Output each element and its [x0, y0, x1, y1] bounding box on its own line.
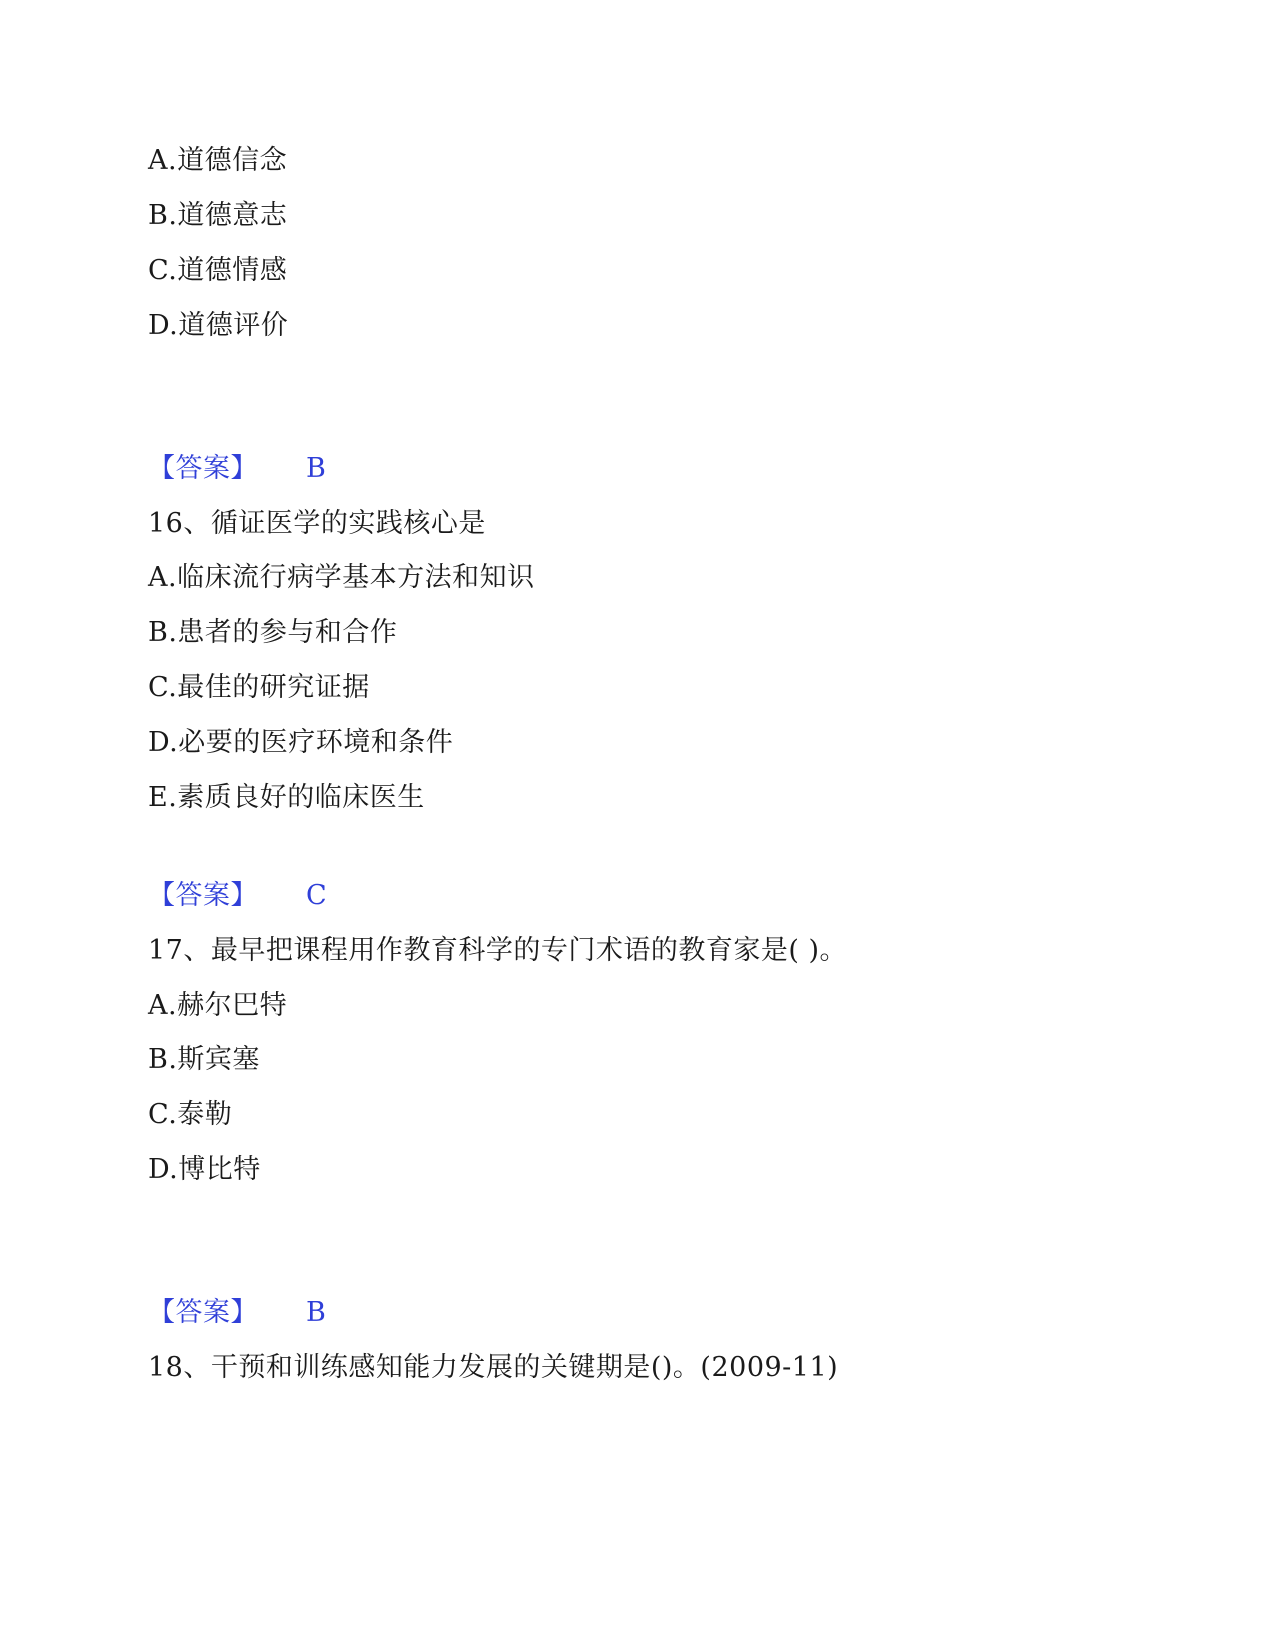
- q15-answer: [148, 453, 326, 485]
- answer-label: 【答案】: [148, 880, 258, 911]
- q16-answer: [148, 880, 327, 912]
- q16-option-a: A.临床流行病学基本方法和知识: [148, 562, 535, 593]
- answer-value: B: [306, 453, 326, 484]
- q17-option-c: C.泰勒: [148, 1099, 233, 1130]
- q15-option-b: B.道德意志: [148, 200, 288, 231]
- answer-label: 【答案】: [148, 1297, 258, 1328]
- q16-question: 16、循证医学的实践核心是: [148, 508, 486, 539]
- q15-option-c: C.道德情感: [148, 255, 288, 286]
- answer-value: B: [306, 1297, 326, 1328]
- q17-option-b: B.斯宾塞: [148, 1044, 260, 1075]
- q17-option-d: D.博比特: [148, 1154, 261, 1185]
- q16-option-d: D.必要的医疗环境和条件: [148, 727, 454, 758]
- q16-option-b: B.患者的参与和合作: [148, 617, 398, 648]
- q15-option-d: D.道德评价: [148, 310, 289, 341]
- answer-label: 【答案】: [148, 453, 258, 484]
- q16-option-e: E.素质良好的临床医生: [148, 782, 425, 813]
- q17-question: 17、最早把课程用作教育科学的专门术语的教育家是( )。: [148, 935, 848, 966]
- q15-option-a: A.道德信念: [148, 145, 288, 176]
- q17-answer: [148, 1297, 326, 1329]
- answer-value: C: [306, 880, 327, 911]
- q16-option-c: C.最佳的研究证据: [148, 672, 370, 703]
- q18-question: 18、干预和训练感知能力发展的关键期是()。(2009-11): [148, 1352, 839, 1383]
- q17-option-a: A.赫尔巴特: [148, 990, 288, 1021]
